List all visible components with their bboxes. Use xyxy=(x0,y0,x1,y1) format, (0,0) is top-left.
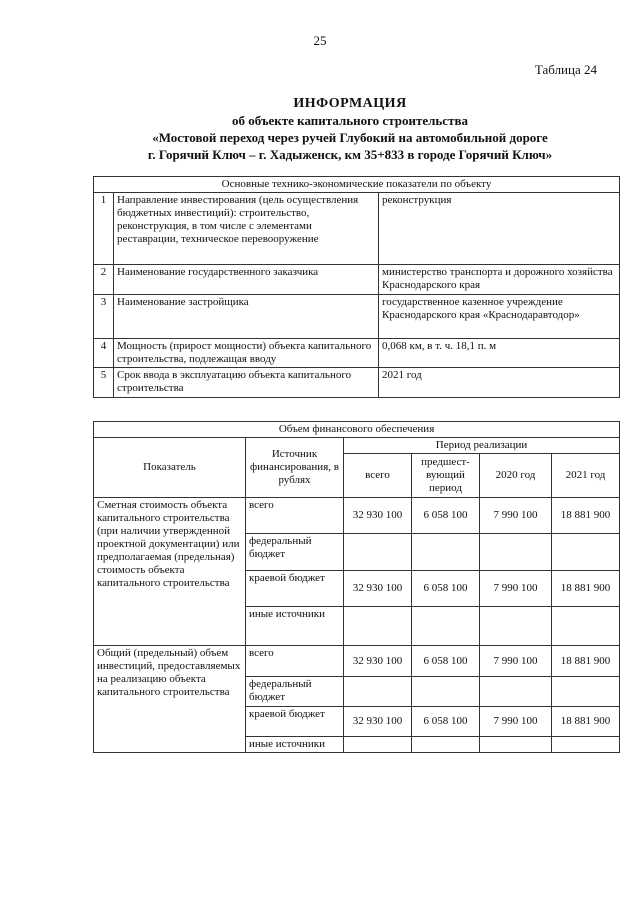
row-number: 5 xyxy=(94,368,114,398)
table-row xyxy=(94,265,620,295)
year-2020-cell: 7 990 100 xyxy=(480,498,552,534)
prev-cell: 6 058 100 xyxy=(412,571,480,607)
row-value: министерство транспорта и дорожного хозяйства Краснодарского края xyxy=(379,265,620,295)
prev-cell xyxy=(412,737,480,753)
year-2021-cell: 18 881 900 xyxy=(552,498,620,534)
technical-indicators-table xyxy=(93,176,620,398)
year-2021-cell xyxy=(552,607,620,646)
title-line-2: об объекте капитального строительства xyxy=(232,113,468,128)
year-2021-cell: 18 881 900 xyxy=(552,571,620,607)
prev-cell: 6 058 100 xyxy=(412,646,480,677)
total-cell xyxy=(344,607,412,646)
row-value: 2021 год xyxy=(379,368,620,398)
row-label: Наименование застройщика xyxy=(114,295,379,339)
year-2020-cell: 7 990 100 xyxy=(480,646,552,677)
total-column-header: всего xyxy=(344,454,412,498)
year-2021-cell xyxy=(552,677,620,707)
total-cell: 32 930 100 xyxy=(344,707,412,737)
prev-cell xyxy=(412,677,480,707)
table-row xyxy=(94,193,620,265)
total-cell xyxy=(344,534,412,571)
table-label: Таблица 24 xyxy=(534,62,597,77)
row-label: Мощность (прирост мощности) объекта капитального строительства, подлежащая вводу xyxy=(114,339,379,368)
row-value: государственное казенное учреждение Краснодарского края «Краснодаравтодор» xyxy=(379,295,620,339)
total-cell xyxy=(344,737,412,753)
source-cell: федеральный бюджет xyxy=(246,677,344,707)
prev-cell: 6 058 100 xyxy=(412,498,480,534)
year-2020-cell xyxy=(480,607,552,646)
row-number: 4 xyxy=(94,339,114,368)
prev-cell xyxy=(412,534,480,571)
section2-header: Объем финансового обеспечения xyxy=(94,422,620,438)
year-2021-cell xyxy=(552,737,620,753)
title-line-3: «Мостовой переход через ручей Глубокий на автомобильной дороге xyxy=(152,130,548,145)
row-number: 1 xyxy=(94,193,114,265)
source-cell: всего xyxy=(246,646,344,677)
row-label: Наименование государственного заказчика xyxy=(114,265,379,295)
source-cell: краевой бюджет xyxy=(246,571,344,607)
total-cell: 32 930 100 xyxy=(344,646,412,677)
year-2020-cell: 7 990 100 xyxy=(480,707,552,737)
prev-period-column-header: предшест-вующий период xyxy=(412,454,480,498)
financing-table xyxy=(93,421,620,753)
document-title xyxy=(60,96,640,163)
year-2020-cell xyxy=(480,534,552,571)
total-cell: 32 930 100 xyxy=(344,571,412,607)
year-2020-cell xyxy=(480,737,552,753)
prev-cell: 6 058 100 xyxy=(412,707,480,737)
table-row xyxy=(94,646,620,677)
year-2021-cell: 18 881 900 xyxy=(552,707,620,737)
year-2020-column-header: 2020 год xyxy=(480,454,552,498)
source-cell: иные источники xyxy=(246,737,344,753)
row-label: Срок ввода в эксплуатацию объекта капитального строительства xyxy=(114,368,379,398)
source-cell: федеральный бюджет xyxy=(246,534,344,571)
row-value: реконструкция xyxy=(379,193,620,265)
table-row xyxy=(94,295,620,339)
row-value: 0,068 км, в т. ч. 18,1 п. м xyxy=(379,339,620,368)
total-cell: 32 930 100 xyxy=(344,498,412,534)
prev-cell xyxy=(412,607,480,646)
group-label: Сметная стоимость объекта капитального строительства (при наличии утвержденной проектной документации) или предполагаемая (предельная) стоимость объекта капитального строительства xyxy=(94,498,246,646)
group-label: Общий (предельный) объем инвестиций, предоставляемых на реализацию объекта капитального строительства xyxy=(94,646,246,753)
source-cell: краевой бюджет xyxy=(246,707,344,737)
year-2021-cell: 18 881 900 xyxy=(552,646,620,677)
row-number: 3 xyxy=(94,295,114,339)
source-cell: иные источники xyxy=(246,607,344,646)
title-line-1: ИНФОРМАЦИЯ xyxy=(293,96,407,111)
row-number: 2 xyxy=(94,265,114,295)
source-column-header: Источник финансирования, в рублях xyxy=(246,438,344,498)
page-number: 25 xyxy=(313,33,327,48)
year-2020-cell: 7 990 100 xyxy=(480,571,552,607)
year-2021-cell xyxy=(552,534,620,571)
section1-header: Основные технико-экономические показатели по объекту xyxy=(94,177,620,193)
source-cell: всего xyxy=(246,498,344,534)
table-row xyxy=(94,498,620,534)
table-row xyxy=(94,368,620,398)
table-row xyxy=(94,339,620,368)
title-line-4: г. Горячий Ключ – г. Хадыженск, км 35+833 в городе Горячий Ключ» xyxy=(147,147,553,162)
period-column-header: Период реализации xyxy=(344,438,620,454)
year-2021-column-header: 2021 год xyxy=(552,454,620,498)
row-label: Направление инвестирования (цель осуществления бюджетных инвестиций): строительство, реконструкция, в том числе с элементами реставрации, техническое перевооружение xyxy=(114,193,379,265)
total-cell xyxy=(344,677,412,707)
indicator-column-header: Показатель xyxy=(94,438,246,498)
year-2020-cell xyxy=(480,677,552,707)
